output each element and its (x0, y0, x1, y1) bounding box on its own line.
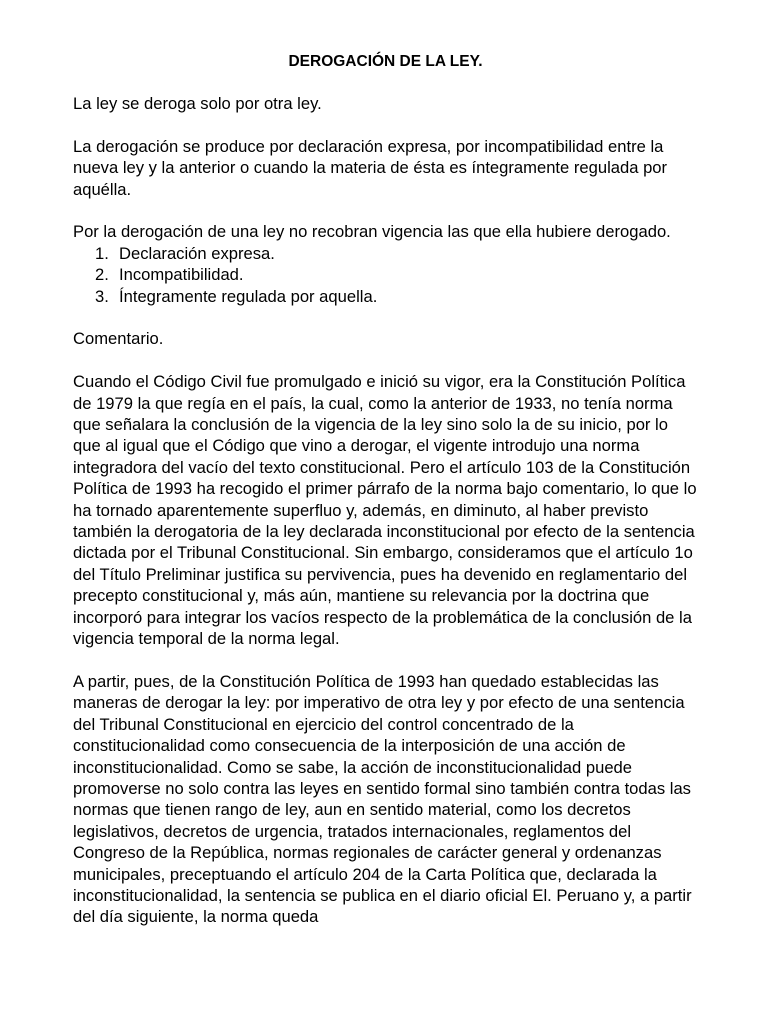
list-item (73, 286, 698, 307)
list-item-text: Íntegramente regulada por aquella. (119, 286, 378, 306)
document-page (73, 51, 698, 949)
list-item-number: 3. (95, 286, 109, 306)
paragraph-3: Por la derogación de una ley no recobran vigencia las que ella hubiere derogado. (73, 222, 671, 242)
list-item-text: Incompatibilidad. (119, 265, 244, 285)
list-item-number: 2. (95, 265, 109, 285)
derogation-list (73, 243, 698, 307)
document-title: DEROGACIÓN DE LA LEY. (288, 53, 483, 70)
list-item-number: 1. (95, 243, 109, 263)
list-item-text: Declaración expresa. (119, 243, 275, 263)
paragraph-1: La ley se deroga solo por otra ley. (73, 94, 322, 113)
comment-heading: Comentario. (73, 329, 164, 349)
comment-paragraph-1: Cuando el Código Civil fue promulgado e inició su vigor, era la Constitución Política de 1979 la que regía en el país, la cual, como la anterior de 1933, no tenía norma que señalara la conclusión de la vigencia de la ley sino solo la de su inicio, por lo que al igual que el Código que vino a derogar, el vigente introdujo una norma integradora del vacío del texto constitucional. Pero el artículo 103 de la Constitución Política de 1993 ha recogido el primer párrafo de la norma bajo comentario, lo que lo ha tornado aparentemente superfluo y, además, en diminuto, al haber previsto también la derogatoria de la ley declarada inconstitucional por efecto de la sentencia dictada por el Tribunal Constitucional. Sin embargo, consideramos que el artículo 1o del Título Preliminar justifica su pervivencia, pues ha devenido en reglamentario del precepto constitucional y, más aún, mantiene su relevancia por la doctrina que incorporó para integrar los vacíos respecto de la problemática de la conclusión de la vigencia temporal de la norma legal. (73, 372, 697, 649)
list-item (73, 264, 698, 285)
paragraph-2: La derogación se produce por declaración expresa, por incompatibilidad entre la nueva ley y la anterior o cuando la materia de ésta es íntegramente regulada por aquélla. (73, 136, 668, 199)
comment-paragraph-2: A partir, pues, de la Constitución Política de 1993 han quedado establecidas las maneras de derogar la ley: por imperativo de otra ley y por efecto de una sentencia del Tribunal Constitucional en ejercicio del control concentrado de la constitucionalidad como consecuencia de la interposición de una acción de inconstitucionalidad. Como se sabe, la acción de inconstitucionalidad puede promoverse no solo contra las leyes en sentido formal sino también contra todas las normas que tienen rango de ley, aun en sentido material, como los decretos legislativos, decretos de urgencia, tratados internacionales, reglamentos del Congreso de la República, normas regionales de carácter general y ordenanzas municipales, preceptuando el artículo 204 de la Carta Política que, declarada la inconstitucionalidad, la sentencia se publica en el diario oficial El. Peruano y, a partir del día siguiente, la norma queda (73, 671, 692, 927)
list-item (73, 243, 698, 264)
